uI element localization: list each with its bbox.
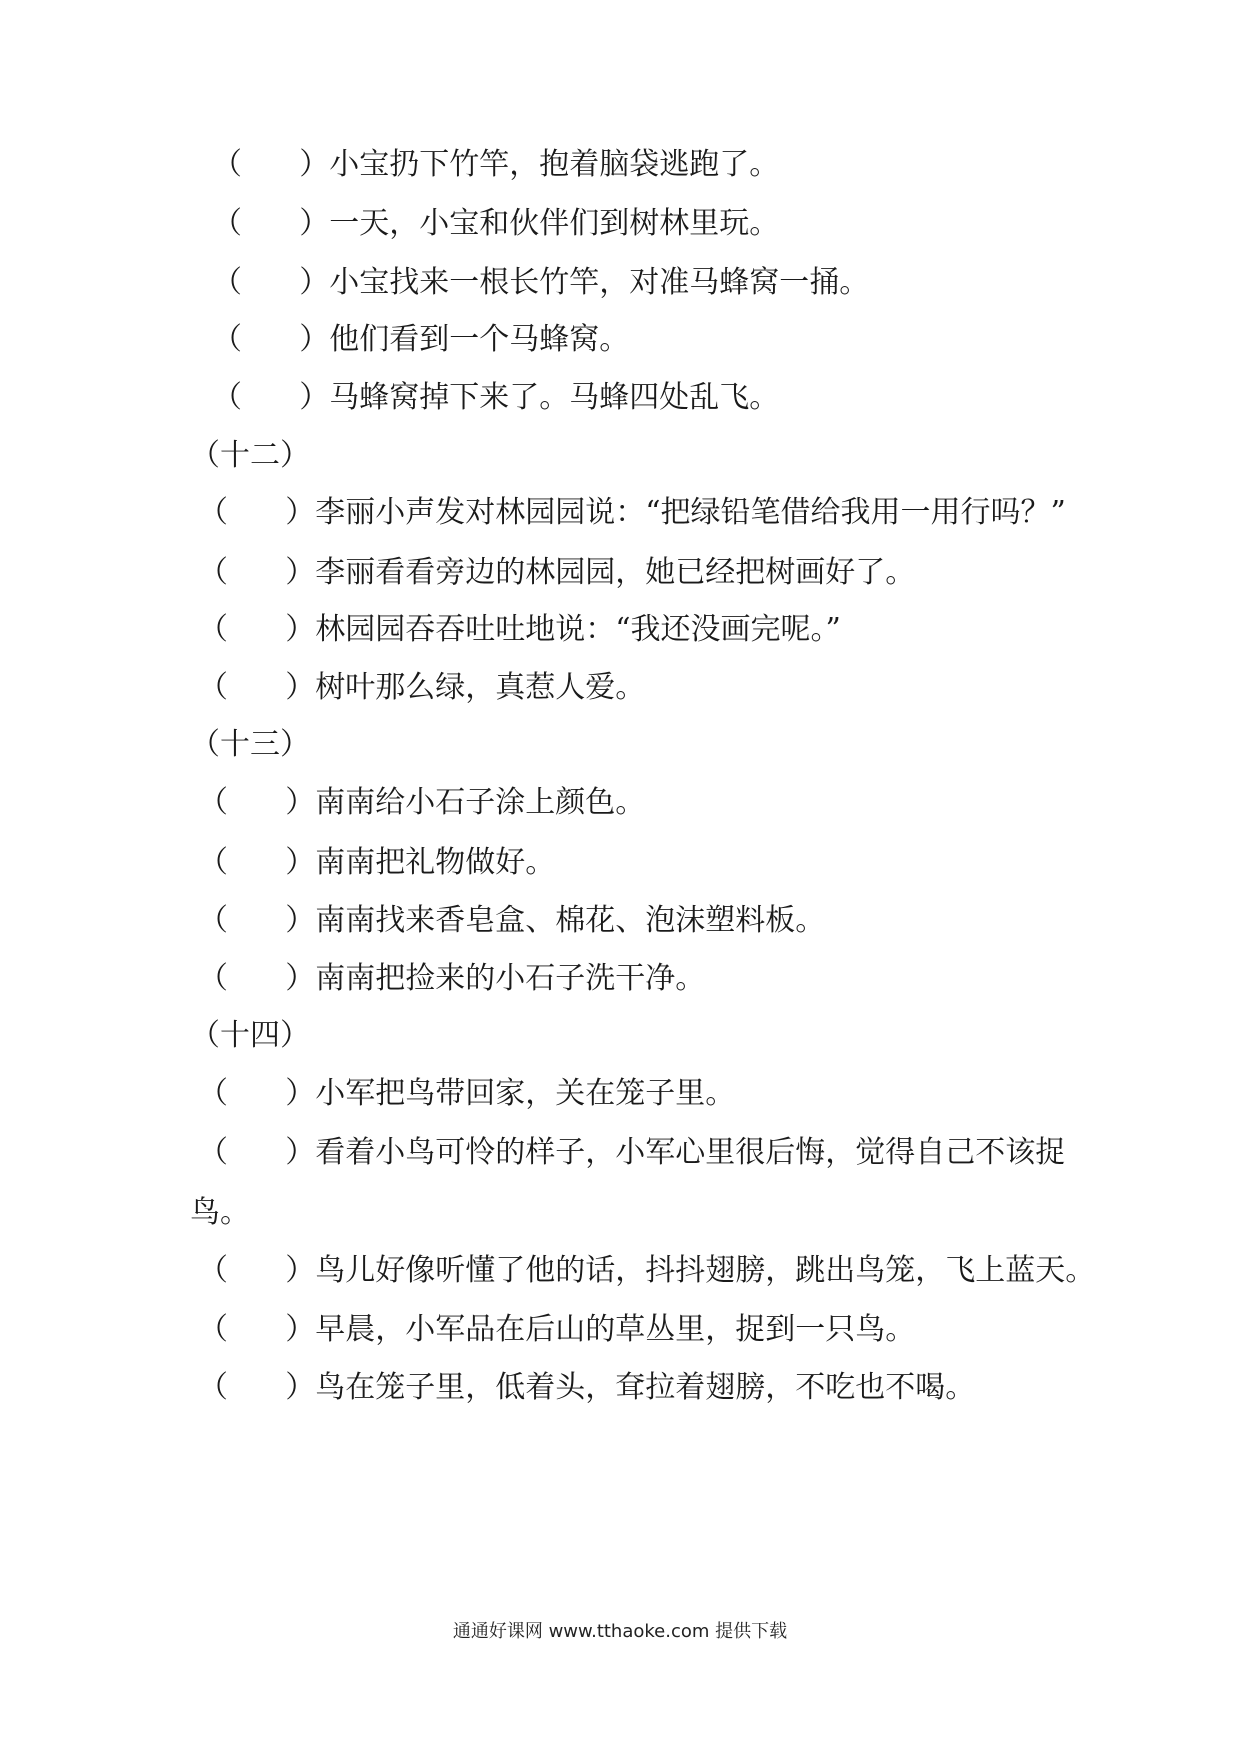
- sentence-text: 小宝扔下竹竿，抱着脑袋逃跑了。: [329, 147, 780, 182]
- answer-blank[interactable]: （ ）: [198, 785, 316, 820]
- sentence-line: [212, 206, 779, 242]
- sentence-text: 早晨，小军品在后山的草丛里，捉到一只鸟。: [315, 1312, 916, 1347]
- sentence-text: 李丽看看旁边的林园园，她已经把树画好了。: [315, 555, 916, 590]
- sentence-text: 鸟在笼子里，低着头，耷拉着翅膀，不吃也不喝。: [315, 1370, 976, 1405]
- answer-blank[interactable]: （ ）: [198, 555, 316, 590]
- sentence-text: 南南把礼物做好。: [315, 845, 556, 880]
- sentence-text: 看着小鸟可怜的样子，小军心里很后悔，觉得自己不该捉: [315, 1135, 1066, 1170]
- answer-blank[interactable]: （ ）: [198, 1312, 316, 1347]
- sentence-text: 南南给小石子涂上颜色。: [315, 785, 646, 820]
- sentence-text: 树叶那么绿，真惹人爱。: [315, 670, 646, 705]
- sentence-text: 南南把捡来的小石子洗干净。: [315, 961, 706, 996]
- sentence-text: 鸟儿好像听懂了他的话，抖抖翅膀，跳出鸟笼，飞上蓝天。: [315, 1253, 1096, 1288]
- sentence-line: [198, 961, 705, 997]
- answer-blank[interactable]: （ ）: [212, 380, 330, 415]
- sentence-line: [198, 555, 915, 591]
- sentence-text: 南南找来香皂盒、棉花、泡沫塑料板。: [315, 903, 826, 938]
- answer-blank[interactable]: （ ）: [198, 1370, 316, 1405]
- sentence-line: [198, 1312, 915, 1348]
- sentence-line: [212, 380, 779, 416]
- answer-blank[interactable]: （ ）: [198, 612, 316, 647]
- answer-blank[interactable]: （ ）: [198, 903, 316, 938]
- answer-blank[interactable]: （ ）: [212, 206, 330, 241]
- sentence-text: 马蜂窝掉下来了。马蜂四处乱飞。: [329, 380, 780, 415]
- answer-blank[interactable]: （ ）: [198, 961, 316, 996]
- sentence-line: [198, 495, 1066, 531]
- answer-blank[interactable]: （ ）: [198, 1135, 316, 1170]
- section-heading-13: （十三）: [190, 727, 310, 762]
- sentence-text: 他们看到一个马蜂窝。: [329, 322, 630, 357]
- sentence-line: [212, 322, 629, 358]
- sentence-line: [198, 612, 841, 648]
- answer-blank[interactable]: （ ）: [212, 322, 330, 357]
- sentence-line: [198, 670, 645, 706]
- sentence-line: [212, 265, 869, 301]
- sentence-line: [198, 1370, 975, 1406]
- sentence-text: 李丽小声发对林园园说：“把绿铅笔借给我用一用行吗？”: [315, 495, 1066, 530]
- sentence-line: [198, 1253, 1095, 1289]
- sentence-line: [212, 147, 779, 183]
- footer-source: 通通好课网 www.tthaoke.com 提供下载: [452, 1621, 788, 1642]
- answer-blank[interactable]: （ ）: [198, 495, 316, 530]
- sentence-line: [198, 785, 645, 821]
- section-heading-12: （十二）: [190, 438, 310, 473]
- sentence-line: [198, 903, 825, 939]
- answer-blank[interactable]: （ ）: [212, 265, 330, 300]
- section-heading-14: （十四）: [190, 1018, 310, 1053]
- sentence-line: [198, 845, 555, 881]
- answer-blank[interactable]: （ ）: [212, 147, 330, 182]
- sentence-text: 一天，小宝和伙伴们到树林里玩。: [329, 206, 780, 241]
- answer-blank[interactable]: （ ）: [198, 1253, 316, 1288]
- answer-blank[interactable]: （ ）: [198, 845, 316, 880]
- sentence-text: 林园园吞吞吐吐地说：“我还没画完呢。”: [315, 612, 841, 647]
- answer-blank[interactable]: （ ）: [198, 1076, 316, 1111]
- sentence-line: [198, 1135, 1065, 1171]
- sentence-text: 小军把鸟带回家，关在笼子里。: [315, 1076, 736, 1111]
- sentence-continuation: 鸟。: [190, 1195, 250, 1230]
- sentence-line: [198, 1076, 735, 1112]
- answer-blank[interactable]: （ ）: [198, 670, 316, 705]
- sentence-text: 小宝找来一根长竹竿，对准马蜂窝一捅。: [329, 265, 870, 300]
